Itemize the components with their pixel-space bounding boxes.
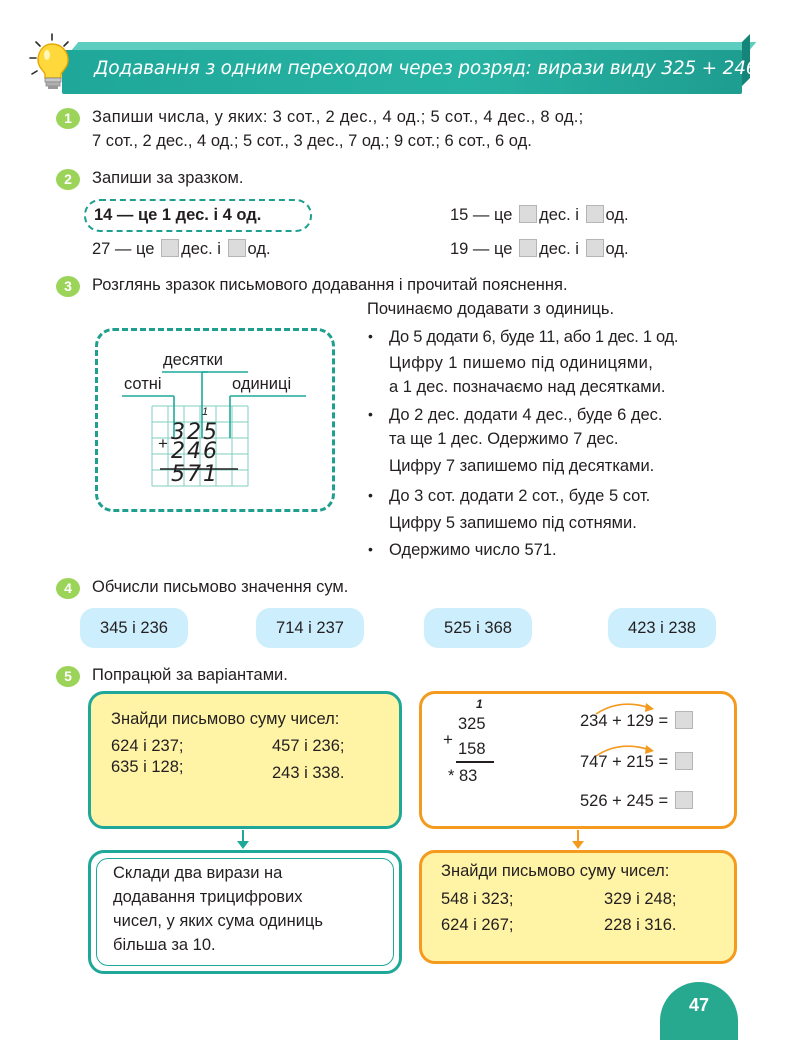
bullet-dot: • bbox=[368, 406, 373, 422]
task1-line2: 7 сот., 2 дес., 4 од.; 5 сот., 3 дес., 7 од.; 9 сот.; 6 сот., 6 од. bbox=[92, 132, 532, 150]
sum-pill: 423 і 238 bbox=[608, 608, 716, 648]
digit: 5 bbox=[171, 462, 185, 487]
bullet1-line1: До 5 додати 6, буде 11, або 1 дес. 1 од. bbox=[389, 328, 679, 346]
task-number-4: 4 bbox=[56, 578, 80, 599]
variant2-item: 329 і 248; bbox=[604, 890, 677, 908]
variant1-task-line: більша за 10. bbox=[113, 936, 216, 954]
task5-instruction: Попрацюй за варіантами. bbox=[92, 666, 288, 684]
answer-box[interactable] bbox=[586, 239, 604, 257]
task2-item-15 bbox=[450, 204, 629, 226]
variant2-item: 228 і 316. bbox=[604, 916, 677, 934]
v2-equation bbox=[580, 710, 695, 732]
bullet2-line1: До 2 дес. додати 4 дес., буде 6 дес. bbox=[389, 406, 663, 424]
v2-addend-a: 325 bbox=[458, 715, 486, 733]
task1-line1: Запиши числа, у яких: 3 сот., 2 дес., 4 од.; 5 сот., 4 дес., 8 од.; bbox=[92, 108, 584, 126]
answer-box[interactable] bbox=[161, 239, 179, 257]
v2-addend-b: 158 bbox=[458, 740, 486, 758]
bullet4-line1: Одержимо число 571. bbox=[389, 541, 557, 559]
bullet-dot: • bbox=[368, 541, 373, 557]
item-end: од. bbox=[605, 206, 629, 224]
v2-equation bbox=[580, 790, 695, 812]
task2-item-19 bbox=[450, 238, 629, 260]
item-prefix: 15 — це bbox=[450, 206, 513, 224]
variant1-title: Знайди письмово суму чисел: bbox=[111, 710, 340, 728]
item-end: од. bbox=[605, 240, 629, 258]
bullet-dot: • bbox=[368, 487, 373, 503]
item-mid: дес. і bbox=[181, 240, 221, 258]
variant2-item: 624 і 267; bbox=[441, 916, 514, 934]
v2-sum-line bbox=[456, 761, 494, 763]
lightbulb-icon bbox=[28, 30, 84, 92]
page-title: Додавання з одним переходом через розряд: вирази виду 325 + 246 bbox=[94, 58, 758, 79]
variant1-item: 635 і 128; bbox=[111, 758, 184, 776]
page-number: 47 bbox=[660, 982, 738, 1040]
digit: 2 bbox=[187, 420, 201, 445]
arrow-down-icon bbox=[571, 830, 585, 850]
label-hundreds: сотні bbox=[124, 375, 162, 393]
task-number-2: 2 bbox=[56, 169, 80, 190]
variant1-item: 624 і 237; bbox=[111, 737, 184, 755]
item-prefix: 19 — це bbox=[450, 240, 513, 258]
item-mid: дес. і bbox=[539, 206, 579, 224]
variant1-task-line: чисел, у яких сума одиниць bbox=[113, 912, 323, 930]
task2-item-27 bbox=[92, 238, 271, 260]
equation-text: 526 + 245 = bbox=[580, 792, 669, 810]
digit: 6 bbox=[203, 439, 217, 464]
task4-instruction: Обчисли письмово значення сум. bbox=[92, 578, 349, 596]
digit: 2 bbox=[171, 439, 185, 464]
digit: 3 bbox=[171, 420, 185, 445]
variant1-item: 457 і 236; bbox=[272, 737, 345, 755]
variant1-item: 243 і 338. bbox=[272, 764, 345, 782]
answer-box[interactable] bbox=[675, 752, 693, 770]
variant2-item: 548 і 323; bbox=[441, 890, 514, 908]
row2-digits bbox=[170, 439, 218, 464]
answer-box[interactable] bbox=[519, 205, 537, 223]
answer-box[interactable] bbox=[675, 711, 693, 729]
digit: 7 bbox=[187, 462, 201, 487]
plus-sign: + bbox=[158, 434, 168, 453]
task3-instruction: Розглянь зразок письмового додавання і прочитай пояснення. bbox=[92, 276, 568, 294]
bullet2-line3: Цифру 7 запишемо під десятками. bbox=[389, 457, 655, 475]
task2-instruction: Запиши за зразком. bbox=[92, 169, 244, 187]
sum-pill: 345 і 236 bbox=[80, 608, 188, 648]
item-mid: дес. і bbox=[539, 240, 579, 258]
digit: 1 bbox=[203, 462, 217, 487]
variant2-title: Знайди письмово суму чисел: bbox=[441, 862, 670, 880]
v2-result: * 83 bbox=[448, 767, 478, 785]
result-digits bbox=[170, 462, 218, 487]
task-number-3: 3 bbox=[56, 276, 80, 297]
equation-text: 234 + 129 = bbox=[580, 712, 669, 730]
v2-plus: + bbox=[443, 730, 453, 749]
task-number-5: 5 bbox=[56, 666, 80, 687]
answer-box[interactable] bbox=[519, 239, 537, 257]
v2-equation bbox=[580, 751, 695, 773]
arrow-down-icon bbox=[236, 830, 250, 850]
answer-box[interactable] bbox=[228, 239, 246, 257]
bullet3-line2: Цифру 5 запишемо під сотнями. bbox=[389, 514, 637, 532]
sum-pill: 525 і 368 bbox=[424, 608, 532, 648]
item-end: од. bbox=[247, 240, 271, 258]
digit: 5 bbox=[203, 420, 217, 445]
carry-digit: 1 bbox=[202, 406, 209, 418]
variant1-task-line: додавання трицифрових bbox=[113, 888, 303, 906]
digit: 4 bbox=[187, 439, 201, 464]
bullet2-line2: та ще 1 дес. Одержимо 7 дес. bbox=[389, 430, 619, 448]
label-tens: десятки bbox=[163, 351, 223, 369]
answer-box[interactable] bbox=[675, 791, 693, 809]
label-units: одиниці bbox=[232, 375, 292, 393]
explanation-intro: Починаємо додавати з одиниць. bbox=[367, 300, 615, 318]
task-number-1: 1 bbox=[56, 108, 80, 129]
bullet1-line2: Цифру 1 пишемо під одиницями, bbox=[389, 354, 654, 372]
sum-pill: 714 і 237 bbox=[256, 608, 364, 648]
bullet3-line1: До 3 сот. додати 2 сот., буде 5 сот. bbox=[389, 487, 651, 505]
v2-carry: 1 bbox=[476, 697, 483, 711]
equation-text: 747 + 215 = bbox=[580, 753, 669, 771]
task2-example: 14 — це 1 дес. і 4 од. bbox=[94, 206, 262, 224]
item-prefix: 27 — це bbox=[92, 240, 155, 258]
answer-box[interactable] bbox=[586, 205, 604, 223]
variant1-task-line: Склади два вирази на bbox=[113, 864, 283, 882]
bullet1-line3: а 1 дес. позначаємо над десятками. bbox=[389, 378, 666, 396]
bullet-dot: • bbox=[368, 328, 373, 344]
